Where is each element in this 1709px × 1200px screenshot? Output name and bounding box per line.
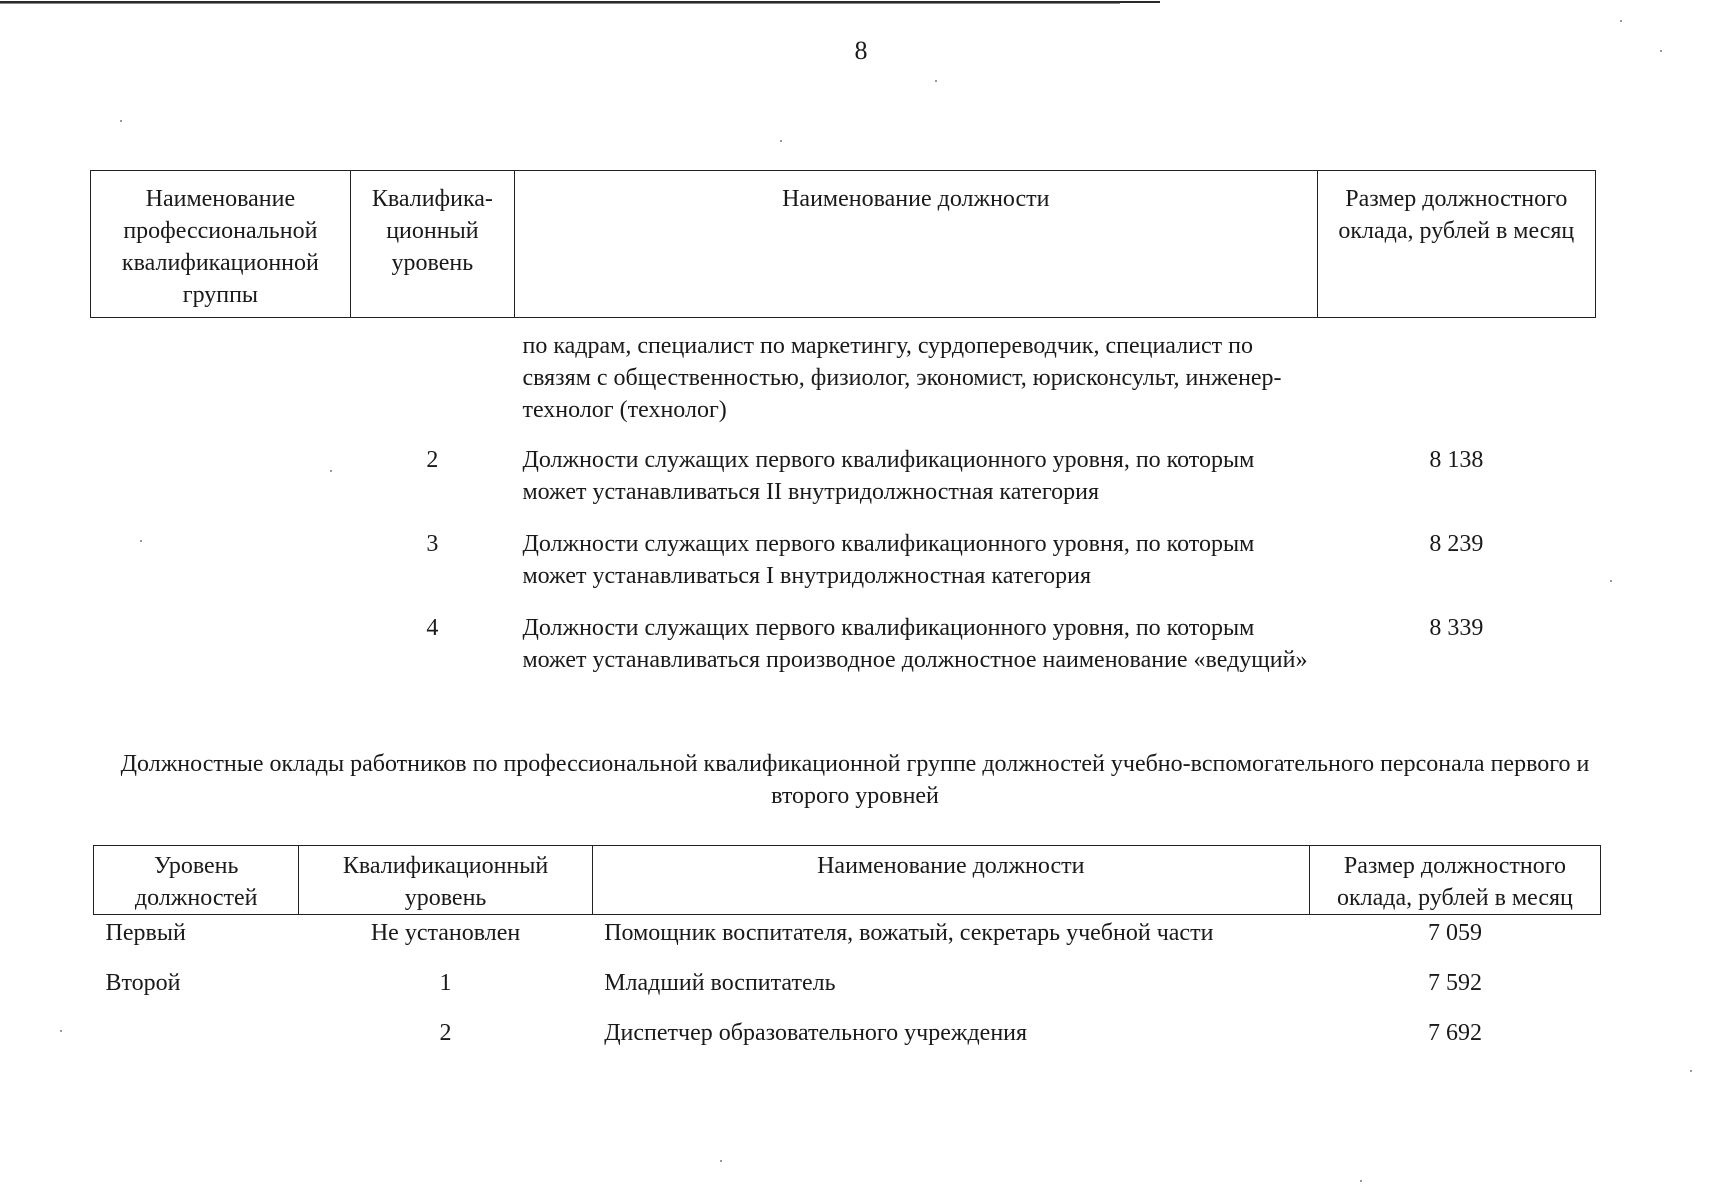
salary-table-second	[93, 845, 1601, 1065]
header-position-name: Наименование должности	[592, 846, 1309, 915]
scan-speck	[120, 120, 122, 122]
salary-cell: 7 059	[1427, 920, 1482, 946]
salary-table-first	[90, 170, 1596, 696]
salary-cell: 8 339	[1429, 615, 1484, 641]
header-group-name: Наименование профессиональной квалификационной группы	[91, 171, 351, 318]
scan-speck	[720, 1160, 722, 1162]
qualification-level-cell: 3	[426, 531, 439, 557]
salary-cell: 7 592	[1427, 970, 1482, 996]
position-name-cell: Должности служащих первого квалификационного уровня, по которым может устанавливаться II внутридолжностная категория	[522, 447, 1255, 505]
table-row	[94, 965, 1601, 1015]
scan-speck	[1690, 1070, 1692, 1072]
table-row	[94, 915, 1601, 966]
section-heading: Должностные оклады работников по профессиональной квалификационной группе должностей учебно-вспомогательного персонала первого и второго уровней	[120, 751, 1590, 809]
table-row	[94, 1015, 1601, 1065]
position-name-cell: Младший воспитатель	[604, 970, 836, 996]
scan-speck	[780, 140, 782, 142]
table-row	[91, 318, 1596, 445]
header-salary: Размер должностного оклада, рублей в месяц	[1317, 171, 1595, 318]
qualification-level-cell: 2	[439, 1020, 452, 1046]
table-row	[91, 528, 1596, 612]
scan-speck	[1660, 50, 1662, 52]
scan-border-line	[0, 3, 1120, 4]
qualification-level-cell: 1	[439, 970, 452, 996]
scan-speck	[1360, 1180, 1362, 1182]
qualification-level-cell: Не установлен	[370, 920, 521, 946]
salary-cell: 8 239	[1429, 531, 1484, 557]
qualification-level-cell: 4	[426, 615, 439, 641]
position-name-cell: Помощник воспитателя, вожатый, секретарь учебной части	[604, 920, 1214, 946]
header-qualification-level: Квалифика-ционный уровень	[350, 171, 514, 318]
table-header-row	[91, 171, 1596, 318]
position-name-cell: Диспетчер образовательного учреждения	[604, 1020, 1028, 1046]
scan-speck	[330, 470, 332, 472]
qualification-level-cell: 2	[426, 447, 439, 473]
header-salary: Размер должностного оклада, рублей в месяц	[1309, 846, 1600, 915]
scan-speck	[1610, 580, 1612, 582]
position-level-cell: Первый	[105, 920, 186, 946]
scan-speck	[60, 1030, 62, 1032]
scan-speck	[935, 80, 937, 82]
salary-cell: 7 692	[1427, 1020, 1482, 1046]
page-number: 8	[854, 36, 868, 65]
header-position-name: Наименование должности	[514, 171, 1317, 318]
position-level-cell: Второй	[105, 970, 181, 996]
header-position-level: Уровень должностей	[94, 846, 299, 915]
header-qualification-level: Квалификационный уровень	[299, 846, 592, 915]
table-row	[91, 444, 1596, 528]
scan-speck	[1620, 20, 1622, 22]
qualification-level-cell	[350, 318, 514, 445]
position-name-cell: Должности служащих первого квалификационного уровня, по которым может устанавливаться производное должностное наименование «ведущий»	[522, 615, 1308, 673]
table-row	[91, 612, 1596, 696]
salary-cell	[1317, 318, 1595, 445]
position-name-cell: Должности служащих первого квалификационного уровня, по которым может устанавливаться I внутридолжностная категория	[522, 531, 1255, 589]
table-header-row	[94, 846, 1601, 915]
position-level-cell	[94, 1015, 299, 1065]
scan-speck	[140, 540, 142, 542]
position-name-cell: по кадрам, специалист по маркетингу, сурдопереводчик, специалист по связям с общественностью, физиолог, экономист, юрисконсульт, инженер-технолог (технолог)	[522, 333, 1282, 423]
salary-cell: 8 138	[1429, 447, 1484, 473]
